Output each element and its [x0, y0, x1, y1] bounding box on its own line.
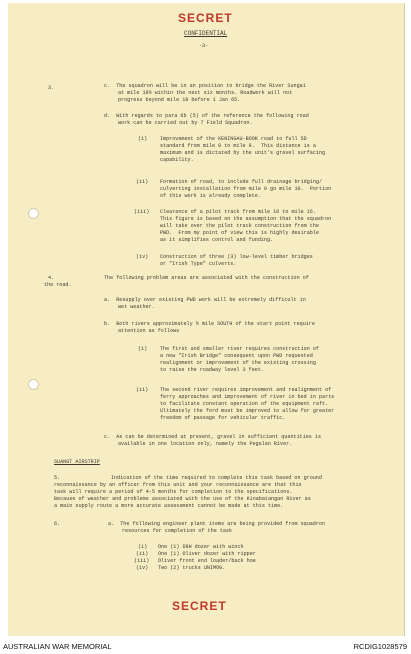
- para-line: available in one location only, namely the Pegalan River.: [118, 441, 293, 447]
- punch-hole: [28, 379, 39, 390]
- item-number: (i): [138, 136, 148, 142]
- para-line: c. The squadron will be in an position to bridge the River Sungai: [104, 83, 306, 89]
- para-line: a. The following engineer plant items are being provided from squadron: [108, 521, 326, 527]
- item-line: maximum and is dictated by the unit's gravel surfacing: [160, 150, 326, 156]
- item-line: as it simplifies control and funding.: [160, 237, 274, 243]
- item-number: (ii): [136, 387, 149, 393]
- para-line: c. As can be determined at present, gravel in sufficient quantities is: [104, 434, 322, 440]
- item-line: standard from mile 0 to mile 8. This distance is a: [160, 143, 316, 149]
- item-number: (i): [138, 346, 148, 352]
- item-number: (iv): [136, 565, 149, 571]
- item-line: The second river requires improvement and realignment of: [160, 387, 332, 393]
- para-number: 6.: [54, 521, 61, 527]
- item-line: or "Irish Type" culverts.: [160, 261, 237, 267]
- item-line: The first and smaller river requires construction of: [160, 346, 319, 352]
- item-line: to raise the roadway level 3 feet.: [160, 367, 264, 373]
- para-line: wet weather.: [118, 304, 155, 310]
- item-number: (iii): [134, 209, 150, 215]
- item-line: PWD. From my point of view this is highly desirable: [160, 230, 319, 236]
- item-line: culverting installation from mile 0 go mile 10. Portion: [160, 186, 332, 192]
- item-line: Construction of three (3) low-level timber bridges: [160, 254, 313, 260]
- para-line: d. With regards to para 6b (5) of the reference the following road: [104, 113, 309, 119]
- item-line: realignment or improvement of the existing crossing: [160, 360, 316, 366]
- punch-hole: [28, 208, 39, 219]
- item-line: One (1) D8H dozer with winch: [158, 544, 244, 550]
- item-line: Ultimately the ford must be improved to allow for greater: [160, 408, 335, 414]
- confidential-label: CONFIDENTIAL: [184, 30, 228, 37]
- item-line: a new "Irish Bridge" consequent upon PWD requested: [160, 353, 313, 359]
- para-number: 5.: [54, 475, 61, 481]
- item-line: Formation of road, to include full drainage bridging/: [160, 179, 323, 185]
- section-heading: SUANGT AIRSTRIP: [54, 459, 100, 465]
- item-line: of this work is already complete.: [160, 193, 261, 199]
- item-line: capability.: [160, 157, 194, 163]
- item-line: to facilitate constant operation of the equipment raft.: [160, 401, 329, 407]
- para-line: Because of weather and problems associated with the use of the Kinabatangan River as: [54, 496, 311, 502]
- para-line: progress beyond mile 18 before 1 Jan 65.: [118, 97, 241, 103]
- para-line: The following problem areas are associated with the construction of: [104, 275, 309, 281]
- item-number: (i): [138, 544, 148, 550]
- item-line: One (1) Oliver dozer with ripper: [158, 551, 256, 557]
- para-number: 4.: [48, 275, 55, 281]
- item-number: (iv): [136, 254, 149, 260]
- para-number: 3.: [48, 85, 55, 91]
- footer-record-id: RCDIG1028579: [353, 642, 407, 651]
- para-line: b. Both rivers approximately ½ mile SOUTH of the start point require: [104, 321, 315, 327]
- para-line: task will require a period of 4-5 months for completion to the specifications.: [54, 489, 293, 495]
- item-line: freedom of passage for vehicular traffic.: [160, 415, 286, 421]
- secret-stamp-top: SECRET: [178, 11, 233, 25]
- item-line: Oliver front end loader/back hoe: [158, 558, 256, 564]
- para-line: the road.: [44, 282, 72, 288]
- para-line: work can be carried out by 7 Field Squadron.: [118, 120, 253, 126]
- page-number: -3-: [199, 43, 209, 49]
- secret-stamp-bottom: SECRET: [172, 599, 227, 613]
- item-line: Two (2) trucks UNIMOG.: [158, 565, 226, 571]
- para-line: Indication of the time required to complete this task based on ground: [111, 475, 322, 481]
- para-line: a main supply route a more accurate assessment cannot be made at this time.: [54, 503, 284, 509]
- item-line: Clearance of a pilot track from mile 10 to mile 16.: [160, 209, 316, 215]
- item-line: ferry approaches and improvement of river in bed in parts: [160, 394, 335, 400]
- para-line: a. Resupply over existing PWD work will be extremely difficult in: [104, 297, 306, 303]
- document-page: [8, 3, 405, 636]
- item-line: This figure is based on the assumption that the squadron: [160, 216, 332, 222]
- para-line: attention as follows: [118, 328, 180, 334]
- item-number: (ii): [136, 551, 149, 557]
- item-line: Improvement of the KENINGAU-BOOK road to full 5D: [160, 136, 307, 142]
- footer-source: AUSTRALIAN WAR MEMORIAL: [3, 642, 112, 651]
- para-line: at mile 19½ within the next six months. Roadwork will not: [118, 90, 293, 96]
- item-number: (ii): [136, 179, 149, 185]
- archive-footer: [0, 638, 411, 654]
- para-line: resources for completion of the task: [122, 528, 233, 534]
- item-line: will take over the pilot track construction from the: [160, 223, 319, 229]
- item-number: (iii): [134, 558, 150, 564]
- para-line: reconnaissance by an officer from this unit and your reconnaissance are that this: [54, 482, 302, 488]
